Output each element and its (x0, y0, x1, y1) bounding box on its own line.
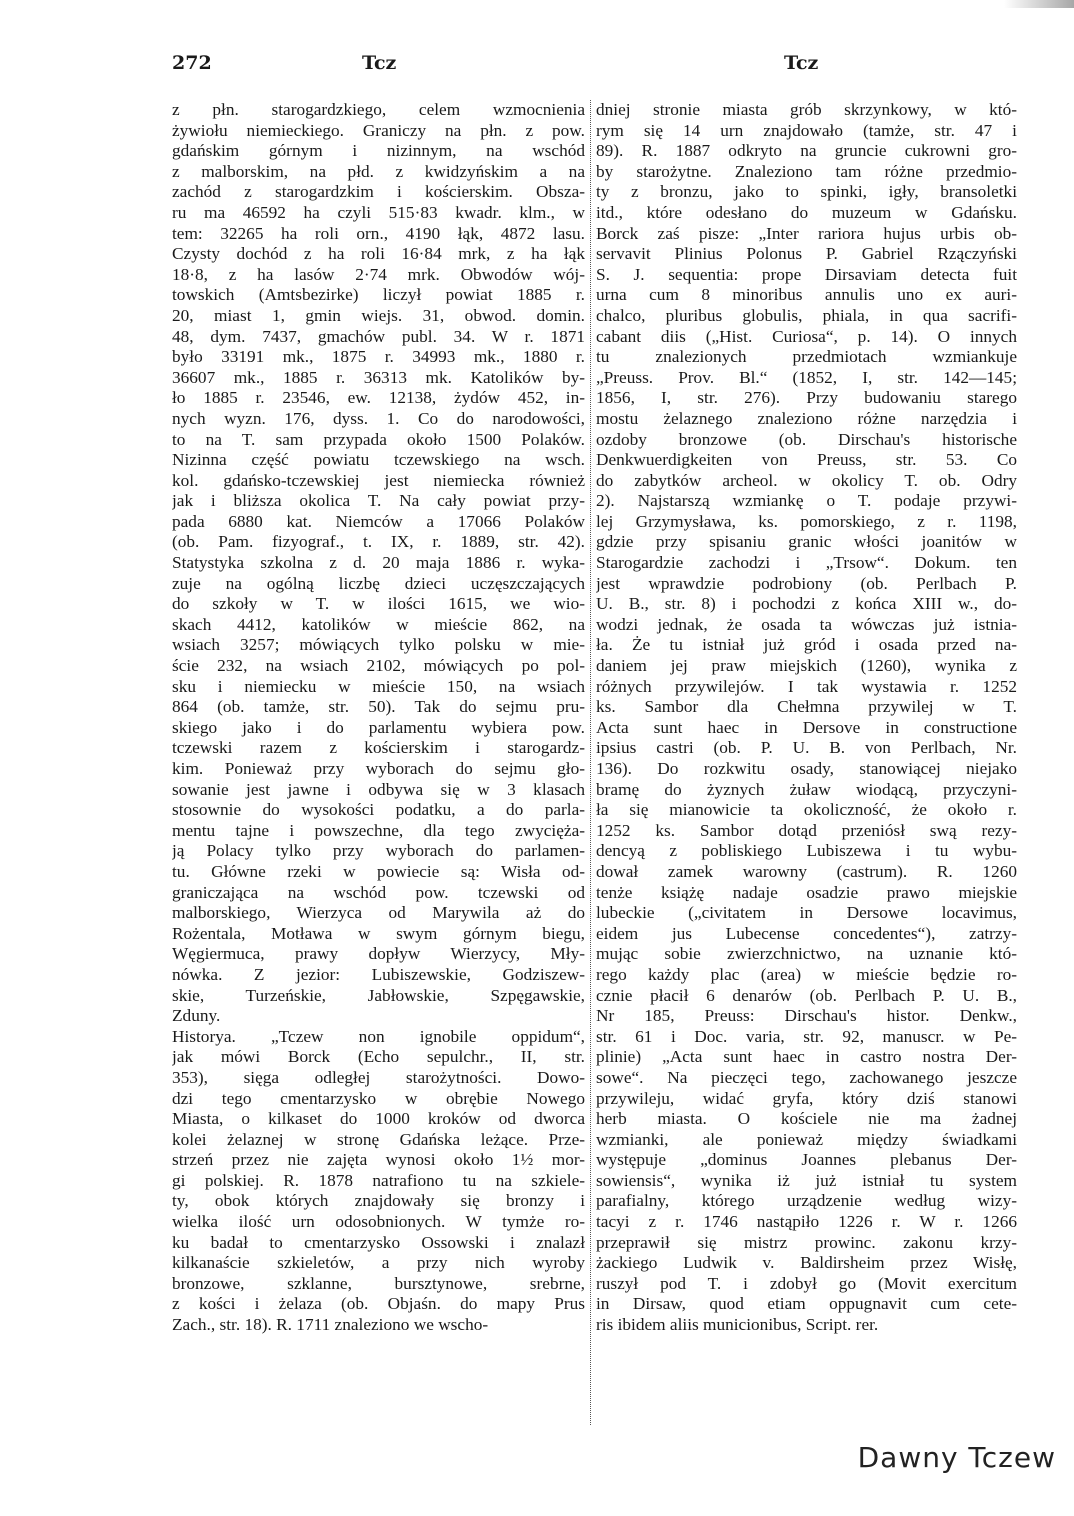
text-line: nych wyzn. 176, dyss. 1. Co do narodowości, (172, 408, 585, 428)
text-line: sowe“. Na pieczęci tego, zachowanego jeszcze (596, 1067, 1017, 1087)
text-line: gdzie przy spisaniu granic włości joanitów w (596, 532, 1017, 552)
text-line: z kości i żelaza (ob. Objaśn. do mapy Prus (172, 1294, 585, 1314)
left-running-head: Tcz (362, 52, 397, 74)
right-running-head: Tcz (784, 52, 819, 74)
text-line: z płn. starogardzkiego, celem wzmocnienia (172, 100, 585, 119)
text-line: itd., które odesłano do muzeum w Gdańsku. (596, 202, 1017, 222)
text-line: rym się 14 urn znajdowało (tamże, str. 47 i (596, 120, 1017, 140)
text-line: skach 4412, katolików w mieście 862, na (172, 614, 585, 634)
text-line: ło 1885 r. 23546, ew. 12138, żydów 452, in- (172, 388, 585, 408)
scan-edge-shadow (1004, 0, 1074, 8)
text-line: 1856, I, str. 276). Przy budowaniu starego (596, 388, 1017, 408)
text-line: dencyą z pobliskiego Lubiszewa i tu wybu- (596, 841, 1017, 861)
text-line: Acta sunt haec in Dersove in constructione (596, 717, 1017, 737)
text-line: str. 61 i Doc. varia, str. 92, manuscr. w Pe- (596, 1026, 1017, 1046)
text-line: kilkanaście szkieletów, a przy nich wyroby (172, 1253, 585, 1273)
text-line: przeprawił się mistrz prowinc. zakonu krzy- (596, 1232, 1017, 1252)
page-header (172, 52, 1020, 82)
text-line: 353), sięga odległej starożytności. Dowo- (172, 1067, 585, 1087)
text-line: 48, dym. 7437, gmachów publ. 34. W r. 1871 (172, 326, 585, 346)
text-line: jak mówi Borck (Echo sepulchr., II, str. (172, 1047, 585, 1067)
text-line: Węgiermuca, prawy dopływ Wierzycy, Mły- (172, 944, 585, 964)
text-line: pada 6880 kat. Niemców a 17066 Polaków (172, 511, 585, 531)
text-line: żackiego Ludwik v. Baldirsheim przez Wisłę, (596, 1253, 1017, 1273)
text-line: przywileju, widać gryfa, który dziś stanowi (596, 1088, 1017, 1108)
text-line: herb miasta. O kościele nie ma żadnej (596, 1109, 1017, 1129)
text-line: plinie) „Acta sunt haec in castro nostra Der- (596, 1047, 1017, 1067)
left-text-column (172, 100, 585, 1336)
text-line: 18·8, z ha lasów 2·74 mrk. Obwodów wój- (172, 264, 585, 284)
text-line: sowanie jest jawne i odbywa się w 3 klasach (172, 779, 585, 799)
text-line: skiego jako i do parlamentu wybiera pow. (172, 717, 585, 737)
page-number: 272 (172, 52, 212, 74)
text-line: ruszył pod T. i zdobył go (Movit exercitum (596, 1273, 1017, 1293)
text-line: nówka. Z jezior: Lubiszewskie, Godziszew- (172, 964, 585, 984)
text-line: strzeń przez nie zajęta wynosi około 1½ mor- (172, 1150, 585, 1170)
text-line: wodzi jednak, że osada ta wówczas już istnia- (596, 614, 1017, 634)
text-line: występuje „dominus Joannes plebanus Der- (596, 1150, 1017, 1170)
text-line: in Dirsaw, quod etiam oppugnavit cum cete- (596, 1294, 1017, 1314)
text-line: z malborskim, na płd. z kwidzyńskim a na (172, 161, 585, 181)
text-line: ru ma 46592 ha czyli 515·83 kwadr. klm., w (172, 202, 585, 222)
text-line: ris ibidem aliis municionibus, Script. rer. (596, 1315, 879, 1335)
text-line: ku badał to cmentarzysko Ossowski i znalazł (172, 1232, 585, 1252)
text-line: Starogardzie zachodzi i „Trsow“. Dokum. ten (596, 553, 1017, 573)
text-line: rego każdy plac (area) w mieście będzie ro- (596, 964, 1017, 984)
text-line: wielka ilość urn odosobnionych. W tymże ro- (172, 1212, 585, 1232)
text-line: ście 232, na wsiach 2102, mówiących po pol- (172, 656, 585, 676)
text-line: towskich (Amtsbezirke) liczył powiat 1885 r. (172, 285, 585, 305)
text-line: ty, obok których znajdowały się bronzy i (172, 1191, 585, 1211)
text-line: Zach., str. 18). R. 1711 znaleziono we wscho- (172, 1315, 489, 1335)
text-line: 36607 mk., 1885 r. 36313 mk. Katolików by- (172, 367, 585, 387)
text-line: kolei żelaznej w stronę Gdańska leżące. Prze- (172, 1129, 585, 1149)
text-line: Borck zaś pisze: „Inter rariora hujus urbis ob- (596, 223, 1017, 243)
text-line: by starożytne. Znaleziono tam różne przedmio- (596, 161, 1017, 181)
text-line: Rożentala, Motława w swym górnym biegu, (172, 923, 585, 943)
text-line: wsiach 3257; mówiących tylko polsku w mie- (172, 635, 585, 655)
text-line: jak i bliższa okolica T. Na cały powiat przy- (172, 491, 585, 511)
text-line: było 33191 mk., 1875 r. 34993 mk., 1880 r. (172, 347, 585, 367)
text-line: ła. Że tu istniał już gród i osada przed na- (596, 635, 1017, 655)
text-line: parafialny, którego urządzenie według wizy- (596, 1191, 1017, 1211)
text-line: wzmianki, ale ponieważ między świadkami (596, 1129, 1017, 1149)
text-line: jest wprawdzie podrobiony (ob. Perlbach P. (596, 573, 1017, 593)
text-line: ła się mianowicie ta okoliczność, że około r. (596, 800, 1017, 820)
text-line: tu. Główne rzeki w powiecie są: Wisła od- (172, 861, 585, 881)
text-line: ipsius castri (ob. P. U. B. von Perlbach, Nr. (596, 738, 1017, 758)
text-line: gi polskiej. R. 1878 natrafiono tu na szkiele- (172, 1170, 585, 1190)
text-line: Nizinna część powiatu tczewskiego na wsch. (172, 450, 585, 470)
text-line: dował zamek warowny (castrum). R. 1260 (596, 861, 1017, 881)
text-line: 864 (ob. tamże, str. 50). Tak do sejmu pru- (172, 697, 585, 717)
text-line: kol. gdańsko-tczewskiej jest niemiecka również (172, 470, 585, 490)
text-line: U. B., str. 8) i pochodzi z końca XIII w., do- (596, 594, 1017, 614)
text-line: 1252 ks. Sambor dotąd przeniósł swą rezy- (596, 820, 1017, 840)
text-line: 89). R. 1887 odkryto na gruncie cukrowni gro- (596, 141, 1017, 161)
text-line: servavit Plinius Polonus P. Gabriel Rzączyński (596, 244, 1017, 264)
text-line: lej Grzymysława, ks. pomorskiego, z r. 1198, (596, 511, 1017, 531)
text-line: chalco, pluribus globulis, phiala, in qua sacrifi- (596, 305, 1017, 325)
text-line: do szkoły w T. w ilości 1615, we wio- (172, 594, 585, 614)
text-line: graniczająca na wschód pow. tczewski od (172, 882, 585, 902)
text-line: bronzowe, szklanne, bursztynowe, srebrne, (172, 1273, 585, 1293)
text-line: 136). Do rozkwitu osady, stanowiącej niejako (596, 759, 1017, 778)
right-text-column (596, 100, 1017, 1336)
text-line: Denkwuerdigkeiten von Preuss, str. 53. Co (596, 450, 1017, 470)
text-line: Nr 185, Preuss: Dirschau's histor. Denkw., (596, 1006, 1017, 1026)
text-line: tenże książę nadaje osadzie prawo miejskie (596, 882, 1017, 902)
text-line: malborskiego, Wierzyca od Marywila aż do (172, 903, 585, 923)
text-line: ks. Sambor dla Chełmna przywilej w T. (596, 697, 1017, 717)
text-line: 20, miast 1, gmin wiejs. 31, obwod. domin. (172, 305, 585, 325)
text-line: ozdoby bronzowe (ob. Dirschau's historische (596, 429, 1017, 449)
watermark: Dawny Tczew (857, 1441, 1056, 1474)
text-line: cabant diis („Hist. Curiosa“, p. 14). O innych (596, 326, 1017, 346)
text-line: skie, Turzeńskie, Jabłowskie, Szpęgawskie, (172, 985, 585, 1005)
text-line: zuje na ogólną liczbę dzieci uczęszczających (172, 573, 585, 593)
text-line: lubeckie („civitatem in Dersowe locavimus, (596, 903, 1017, 923)
text-line: Zduny. (172, 1006, 221, 1026)
text-line: żywiołu niemieckiego. Graniczy na płn. z pow. (172, 120, 585, 140)
text-line: cznie płacił 6 denarów (ob. Perlbach P. U. B., (596, 985, 1017, 1005)
text-line: „Preuss. Prov. Bl.“ (1852, I, str. 142—145; (596, 367, 1017, 387)
text-line: dzi tego cmentarzysko w obrębie Nowego (172, 1088, 585, 1108)
text-line: Czysty dochód z ha roli 16·84 mrk, z ha łąk (172, 244, 585, 264)
text-line: mentu tajne i powszechne, dla tego zwycięża- (172, 820, 585, 840)
text-line: do zabytków archeol. w okolicy T. ob. Odry (596, 470, 1017, 490)
text-line: eidem jus Lubecense concedentes“), zatrzy- (596, 923, 1017, 943)
column-divider (590, 100, 591, 1425)
text-line: daniem jej praw miejskich (1260), wynika z (596, 656, 1017, 676)
text-line: Historya. „Tczew non ignobile oppidum“, (172, 1026, 585, 1046)
text-line: tem: 32265 ha roli orn., 4190 łąk, 4872 lasu. (172, 223, 585, 243)
text-line: stosownie do wysokości podatku, a do parla- (172, 800, 585, 820)
text-line: ty z bronzu, jako to spinki, igły, bransoletki (596, 182, 1017, 202)
text-line: urna cum 8 minoribus annulis uno ex auri- (596, 285, 1017, 305)
text-line: kim. Ponieważ przy wyborach do sejmu gło- (172, 759, 585, 778)
text-line: (ob. Pam. fizyograf., t. IX, r. 1889, str. 42). (172, 532, 585, 552)
text-line: ją Polacy tylko przy wyborach do parlamen- (172, 841, 585, 861)
text-line: mostu żelaznego znaleziono różne narzędzia i (596, 408, 1017, 428)
text-line: to na T. sam przypada około 1500 Polaków. (172, 429, 585, 449)
text-line: zachód z starogardzkim i kościerskim. Obsza- (172, 182, 585, 202)
text-line: tczewski razem z kościerskim i starogardz- (172, 738, 585, 758)
text-line: sku i niemiecku w mieście 150, na wsiach (172, 676, 585, 696)
text-line: tacyi z r. 1746 nastąpiło 1226 r. W r. 1266 (596, 1212, 1017, 1232)
text-line: Statystyka szkolna z d. 20 maja 1886 r. wyka- (172, 553, 585, 573)
text-line: bramę do żyznych żuław wiodącą, przyczyni- (596, 779, 1017, 799)
text-line: 2). Najstarszą wzmiankę o T. podaje przywi- (596, 491, 1017, 511)
text-line: tu znalezionych przedmiotach wzmiankuje (596, 347, 1017, 367)
text-line: mując sobie zwierzchnictwo, na uznanie któ- (596, 944, 1017, 964)
text-line: dniej stronie miasta grób skrzynkowy, w któ- (596, 100, 1017, 119)
text-line: S. J. sequentia: prope Dirsaviam detecta fuit (596, 264, 1017, 284)
text-line: sowiensis“, wynika iż już istniał tu system (596, 1170, 1017, 1190)
text-line: gdańskim górnym i nizinnym, na wschód (172, 141, 585, 161)
text-line: różnych przywilejów. I tak wystawia r. 1252 (596, 676, 1017, 696)
text-line: Miasta, o kilkaset do 1000 kroków od dworca (172, 1109, 585, 1129)
